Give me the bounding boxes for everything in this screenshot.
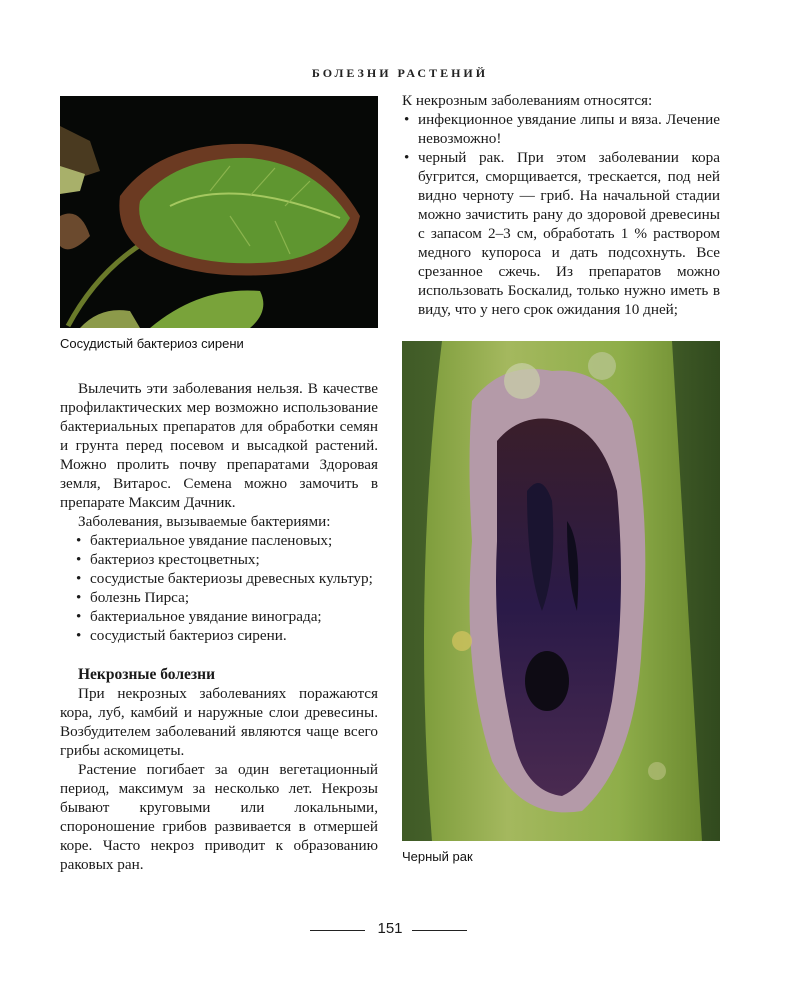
list-item: • болезнь Пирса;: [60, 588, 378, 607]
section-heading-necrosis: Некрозные болезни: [78, 666, 216, 683]
list-item: • бактериальное увядание пасленовых;: [60, 531, 378, 550]
left-body-text: [60, 379, 378, 874]
paragraph-necrosis-intro: К некрозным заболеваниям относятся:: [402, 92, 653, 109]
paragraph-bacteria-intro: Заболевания, вызываемые бактериями:: [78, 513, 331, 530]
right-column: [402, 91, 720, 864]
paragraph-prevention: Вылечить эти заболевания нельзя. В качестве профилактических мер возможно использование бактериальных препаратов для обработки семян и грунта перед посевом и высадкой растений. Можно пролить почву препаратами Здоровая земля, Витарос. Семена можно замочить в препарате Максим Дачник.: [60, 380, 378, 511]
necrosis-list: [402, 110, 720, 319]
lilac-photo-caption: Сосудистый бактериоз сирени: [60, 336, 244, 351]
list-item: • черный рак. При этом заболевании кора бугрится, сморщивается, трескается, под ней видно черноту — гриб. На начальной стадии можно зачистить рану до здоровой древесины с запасом 2–3 см, обработать 1 % раствором медного купороса и дать подсохнуть. Все срезанное сжечь. Из препаратов можно использовать Боскалид, только нужно иметь в виду, что у него срок ожидания 10 дней;: [402, 148, 720, 319]
bacteria-list: [60, 531, 378, 645]
left-column: [60, 96, 378, 874]
lilac-leaf-illustration: [60, 96, 378, 328]
footer-rule-left: [310, 930, 365, 931]
footer-rule-right: [412, 930, 467, 931]
list-item: • бактериальное увядание винограда;: [60, 607, 378, 626]
page-number: 151: [377, 920, 403, 937]
list-item: • сосудистые бактериозы древесных культур;: [60, 569, 378, 588]
list-item: • сосудистый бактериоз сирени.: [60, 626, 378, 645]
paragraph-necrosis-course: Растение погибает за один вегетационный период, максимум за несколько лет. Некрозы бывают круговыми или локальными, спороношение грибов развивается в отмершей коре. Часто некроз приводит к образованию раковых ран.: [60, 761, 378, 873]
paragraph-necrosis-tissues: При некрозных заболеваниях поражаются кора, луб, камбий и наружные слои древесины. Возбудителем заболеваний являются чаще всего грибы аскомицеты.: [60, 685, 378, 759]
right-body-text: [402, 91, 720, 319]
black-canker-photo-caption: Черный рак: [402, 849, 473, 864]
lilac-bacteriosis-photo: [60, 96, 378, 328]
running-head: БОЛЕЗНИ РАСТЕНИЙ: [311, 66, 489, 80]
page-footer: [0, 919, 800, 941]
list-item: • бактериоз крестоцветных;: [60, 550, 378, 569]
tree-trunk-illustration: [402, 341, 720, 841]
list-item: • инфекционное увядание липы и вяза. Лечение невозможно!: [402, 110, 720, 148]
black-canker-photo: [402, 341, 720, 841]
